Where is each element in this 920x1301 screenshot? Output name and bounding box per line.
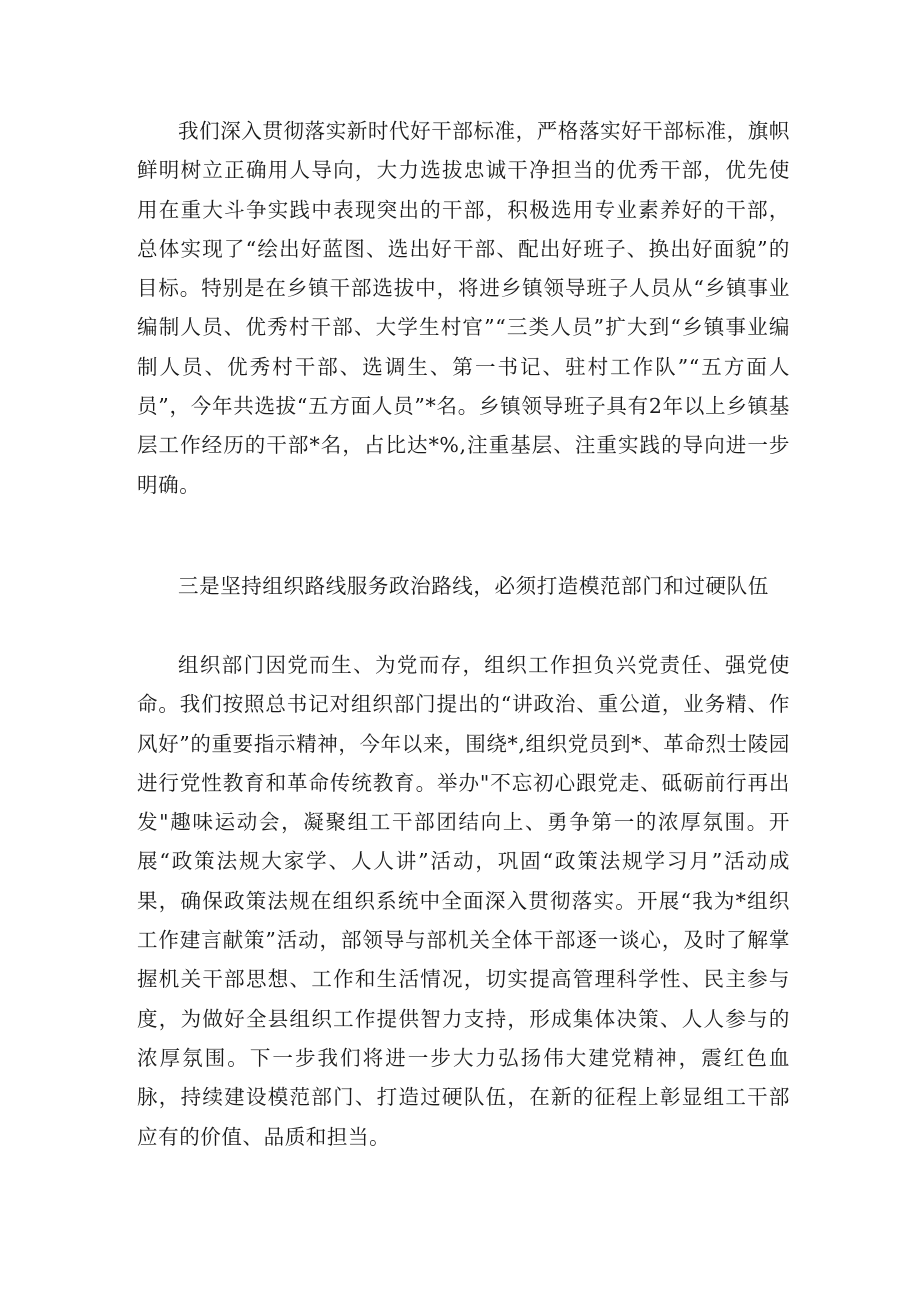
- document-body-upper: [137, 112, 790, 505]
- document-body-lower: [137, 646, 790, 1157]
- section-heading-three: 三是坚持组织路线服务政治路线，必须打造模范部门和过硬队伍: [178, 574, 769, 598]
- paragraph-cadre-selection: 我们深入贯彻落实新时代好干部标准，严格落实好干部标准，旗帜鲜明树立正确用人导向，大力选拔忠诚干净担当的优秀干部，优先使用在重大斗争实践中表现突出的干部，积极选用专业素养好的干部，总体实现了“绘出好蓝图、选出好干部、配出好班子、换出好面貌”的目标。特别是在乡镇干部选拔中，将进乡镇领导班子人员从“乡镇事业编制人员、优秀村干部、大学生村官”“三类人员”扩大到“乡镇事业编制人员、优秀村干部、选调生、第一书记、驻村工作队”“五方面人员”，今年共选拔“五方面人员”*名。乡镇领导班子具有2年以上乡镇基层工作经历的干部*名，占比达*%,注重基层、注重实践的导向进一步明确。: [137, 119, 790, 497]
- paragraph-model-department: 组织部门因党而生、为党而存，组织工作担负兴党责任、强党使命。我们按照总书记对组织部门提出的“讲政治、重公道，业务精、作风好”的重要指示精神，今年以来，围绕*,组织党员到*、革命烈士陵园进行党性教育和革命传统教育。举办"不忘初心跟党走、砥砺前行再出发"趣味运动会，凝聚组工干部团结向上、勇争第一的浓厚氛围。开展“政策法规大家学、人人讲”活动，巩固“政策法规学习月”活动成果，确保政策法规在组织系统中全面深入贯彻落实。开展“我为*组织工作建言献策”活动，部领导与部机关全体干部逐一谈心，及时了解掌握机关干部思想、工作和生活情况，切实提高管理科学性、民主参与度，为做好全县组织工作提供智力支持，形成集体决策、人人参与的浓厚氛围。下一步我们将进一步大力弘扬伟大建党精神，震红色血脉，持续建设模范部门、打造过硬队伍，在新的征程上彰显组工干部应有的价值、品质和担当。: [137, 653, 790, 1149]
